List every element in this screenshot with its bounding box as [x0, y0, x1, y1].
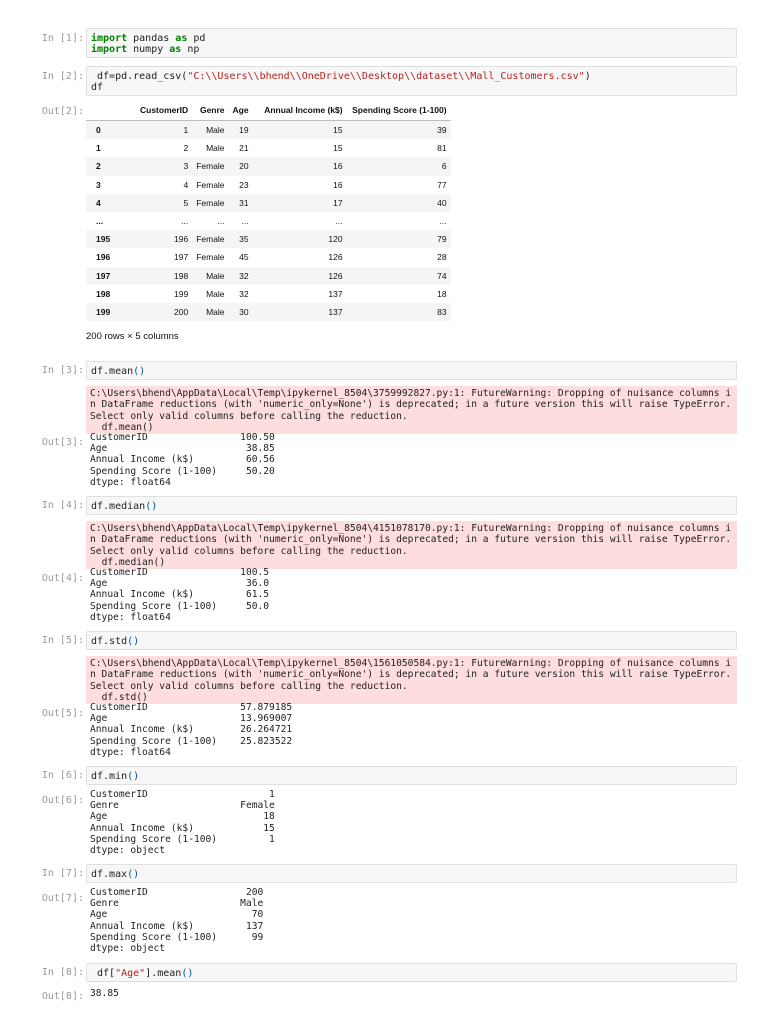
code-input[interactable]: df["Age"].mean()	[86, 963, 737, 982]
column-header: Spending Score (1-100)	[347, 100, 451, 121]
code-input[interactable]: df.max()	[86, 864, 737, 883]
scalar-output: 38.85	[90, 988, 119, 999]
table-row-ellipsis: ... ... ... ... ... ...	[96, 216, 447, 227]
out-prompt: Out[6]:	[41, 795, 84, 806]
in-prompt: In [7]:	[41, 868, 84, 879]
table-row: 198 199 Male 32 137 18	[96, 288, 447, 299]
code-input[interactable]: df.mean()	[86, 361, 737, 380]
table-row: 196 197 Female 45 126 28	[96, 252, 447, 263]
code-input[interactable]: df.median()	[86, 496, 737, 515]
table-header-row	[86, 100, 451, 121]
column-header: Annual Income (k$)	[253, 100, 347, 121]
in-prompt: In [2]:	[41, 71, 84, 82]
table-row: 4 5 Female 31 17 40	[86, 194, 451, 212]
dataframe-table	[86, 100, 451, 321]
index-header	[86, 100, 114, 121]
out-prompt: Out[7]:	[41, 893, 84, 904]
out-prompt: Out[3]:	[41, 437, 84, 448]
in-prompt: In [8]:	[41, 967, 84, 978]
table-row: 199 200 Male 30 137 83	[86, 303, 451, 321]
column-header: Genre	[192, 100, 228, 121]
series-output: CustomerID 200 Genre Male Age 70 Annual Income (k$) 137 Spending Score (1-100) 99 dtype: object	[90, 887, 264, 955]
in-prompt: In [1]:	[41, 33, 84, 44]
out-prompt: Out[4]:	[41, 573, 84, 584]
warning-output: C:\Users\bhend\AppData\Local\Temp\ipykernel_8504\4151078170.py:1: FutureWarning: Dropping of nuisance columns in DataFrame reductions (with 'numeric_only=None') is deprecated; in a future version this will raise TypeError. Select only valid columns before calling the reduction. df.median()	[86, 521, 737, 569]
out-prompt: Out[2]:	[41, 106, 84, 117]
in-prompt: In [3]:	[41, 365, 84, 376]
series-output: CustomerID 57.879185 Age 13.969007 Annual Income (k$) 26.264721 Spending Score (1-100) 25.823522 dtype: float64	[90, 702, 293, 758]
code-input[interactable]: df.std()	[86, 631, 737, 650]
table-row: 197 198 Male 32 126 74	[86, 267, 451, 285]
table-row: 1 2 Male 21 15 81	[96, 143, 447, 154]
dataframe-shape: 200 rows × 5 columns	[86, 331, 179, 342]
in-prompt: In [6]:	[41, 770, 84, 781]
series-output: CustomerID 100.50 Age 38.85 Annual Income (k$) 60.56 Spending Score (1-100) 50.20 dtype: float64	[90, 432, 275, 488]
table-row: 0 1 Male 19 15 39	[86, 121, 451, 140]
table-row: 3 4 Female 23 16 77	[96, 179, 447, 190]
column-header: CustomerID	[114, 100, 192, 121]
table-row: 2 3 Female 20 16 6	[86, 157, 451, 175]
out-prompt: Out[8]:	[41, 991, 84, 1002]
code-input[interactable]: df.min()	[86, 766, 737, 785]
series-output: CustomerID 1 Genre Female Age 18 Annual Income (k$) 15 Spending Score (1-100) 1 dtype: object	[90, 789, 275, 857]
table-row: 195 196 Female 35 120 79	[86, 230, 451, 248]
warning-output: C:\Users\bhend\AppData\Local\Temp\ipykernel_8504\3759992827.py:1: FutureWarning: Dropping of nuisance columns in DataFrame reductions (with 'numeric_only=None') is deprecated; in a future version this will raise TypeError. Select only valid columns before calling the reduction. df.mean()	[86, 386, 737, 434]
column-header: Age	[229, 100, 253, 121]
in-prompt: In [5]:	[41, 635, 84, 646]
series-output: CustomerID 100.5 Age 36.0 Annual Income (k$) 61.5 Spending Score (1-100) 50.0 dtype: float64	[90, 567, 270, 623]
in-prompt: In [4]:	[41, 500, 84, 511]
out-prompt: Out[5]:	[41, 708, 84, 719]
code-input[interactable]: import pandas as pd import numpy as np	[86, 28, 737, 58]
code-input[interactable]: df=pd.read_csv("C:\\Users\\bhend\\OneDrive\\Desktop\\dataset\\Mall_Customers.csv") df	[86, 66, 737, 96]
warning-output: C:\Users\bhend\AppData\Local\Temp\ipykernel_8504\1561050584.py:1: FutureWarning: Dropping of nuisance columns in DataFrame reductions (with 'numeric_only=None') is deprecated; in a future version this will raise TypeError. Select only valid columns before calling the reduction. df.std()	[86, 656, 737, 704]
